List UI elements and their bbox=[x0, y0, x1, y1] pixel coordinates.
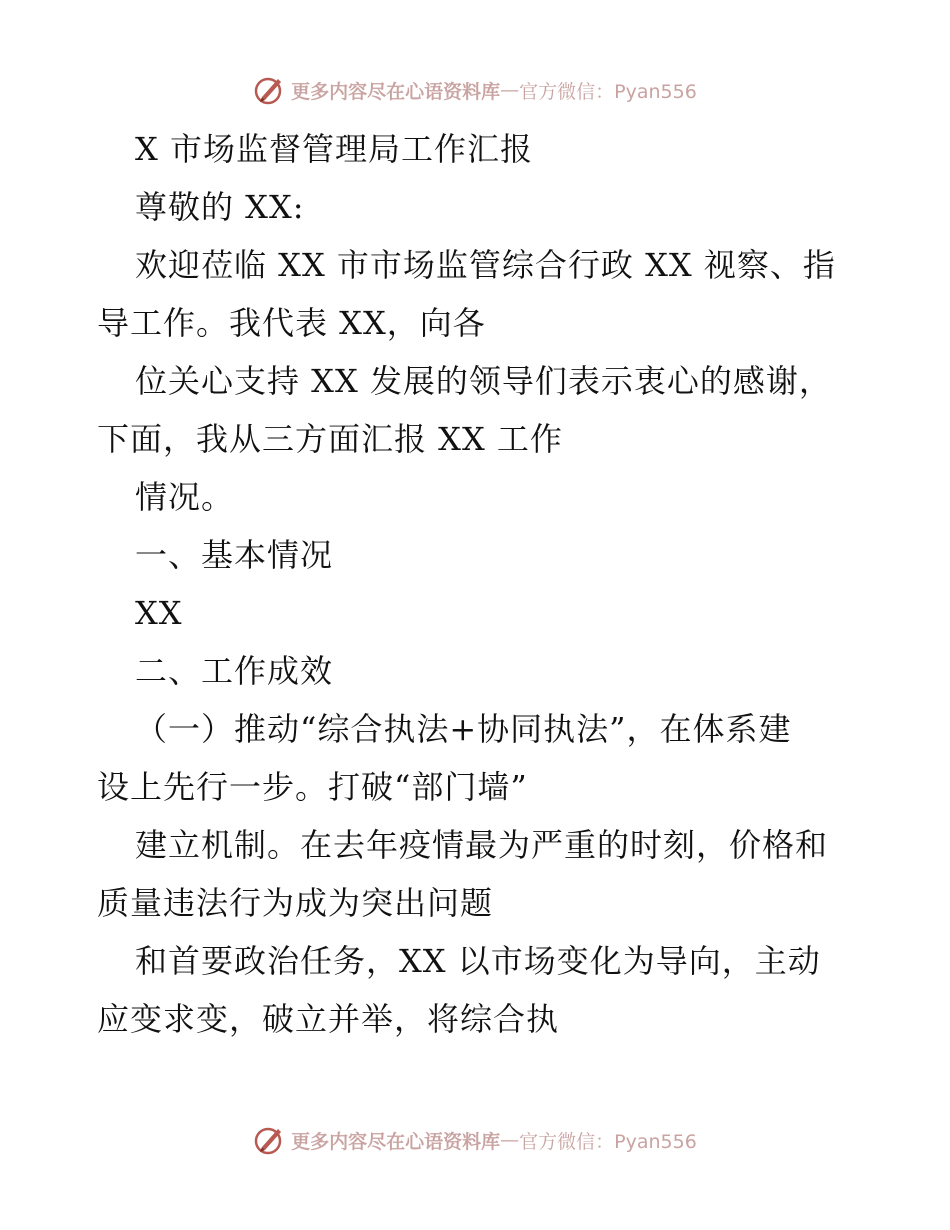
paragraph-line: 下面，我从三方面汇报 XX 工作 bbox=[97, 420, 563, 458]
paragraph-line: 和首要政治任务，XX 以市场变化为导向，主动 bbox=[135, 942, 821, 980]
watermark-separator: — bbox=[500, 79, 520, 101]
watermark-text: 更多内容尽在心语资料库 bbox=[291, 1130, 501, 1153]
subsection-heading: （一）推动“综合执法+协同执法”，在体系建 bbox=[135, 710, 792, 748]
paragraph-line: 建立机制。在去年疫情最为严重的时刻，价格和 bbox=[135, 826, 829, 864]
paragraph-line: 位关心支持 XX 发展的领导们表示衷心的感谢， bbox=[135, 362, 832, 400]
paragraph-line: 质量违法行为成为突出问题 bbox=[97, 884, 494, 922]
watermark-contact: 官方微信：Pyan556 bbox=[519, 80, 697, 103]
pen-logo-icon bbox=[253, 1124, 285, 1156]
watermark-text: 更多内容尽在心语资料库 bbox=[291, 80, 501, 103]
section-heading: 一、基本情况 bbox=[135, 536, 334, 574]
document-body bbox=[97, 120, 857, 1048]
salutation: 尊敬的 XX: bbox=[135, 188, 305, 226]
paragraph-line: XX bbox=[135, 594, 183, 632]
section-heading: 二、工作成效 bbox=[135, 652, 334, 690]
watermark-contact: 官方微信：Pyan556 bbox=[519, 1130, 697, 1153]
paragraph-line: 导工作。我代表 XX，向各 bbox=[97, 304, 486, 342]
pen-logo-icon bbox=[253, 74, 285, 106]
footer-watermark bbox=[0, 1120, 950, 1160]
paragraph-line: 应变求变，破立并举，将综合执 bbox=[97, 1000, 560, 1038]
paragraph-line: 情况。 bbox=[135, 478, 235, 516]
header-watermark bbox=[0, 70, 950, 110]
paragraph-line: 欢迎莅临 XX 市市场监管综合行政 XX 视察、指 bbox=[135, 246, 836, 284]
paragraph-line: 设上先行一步。打破“部门墙” bbox=[97, 768, 528, 806]
document-title: X 市场监督管理局工作汇报 bbox=[135, 130, 533, 168]
watermark-separator: — bbox=[500, 1129, 520, 1151]
